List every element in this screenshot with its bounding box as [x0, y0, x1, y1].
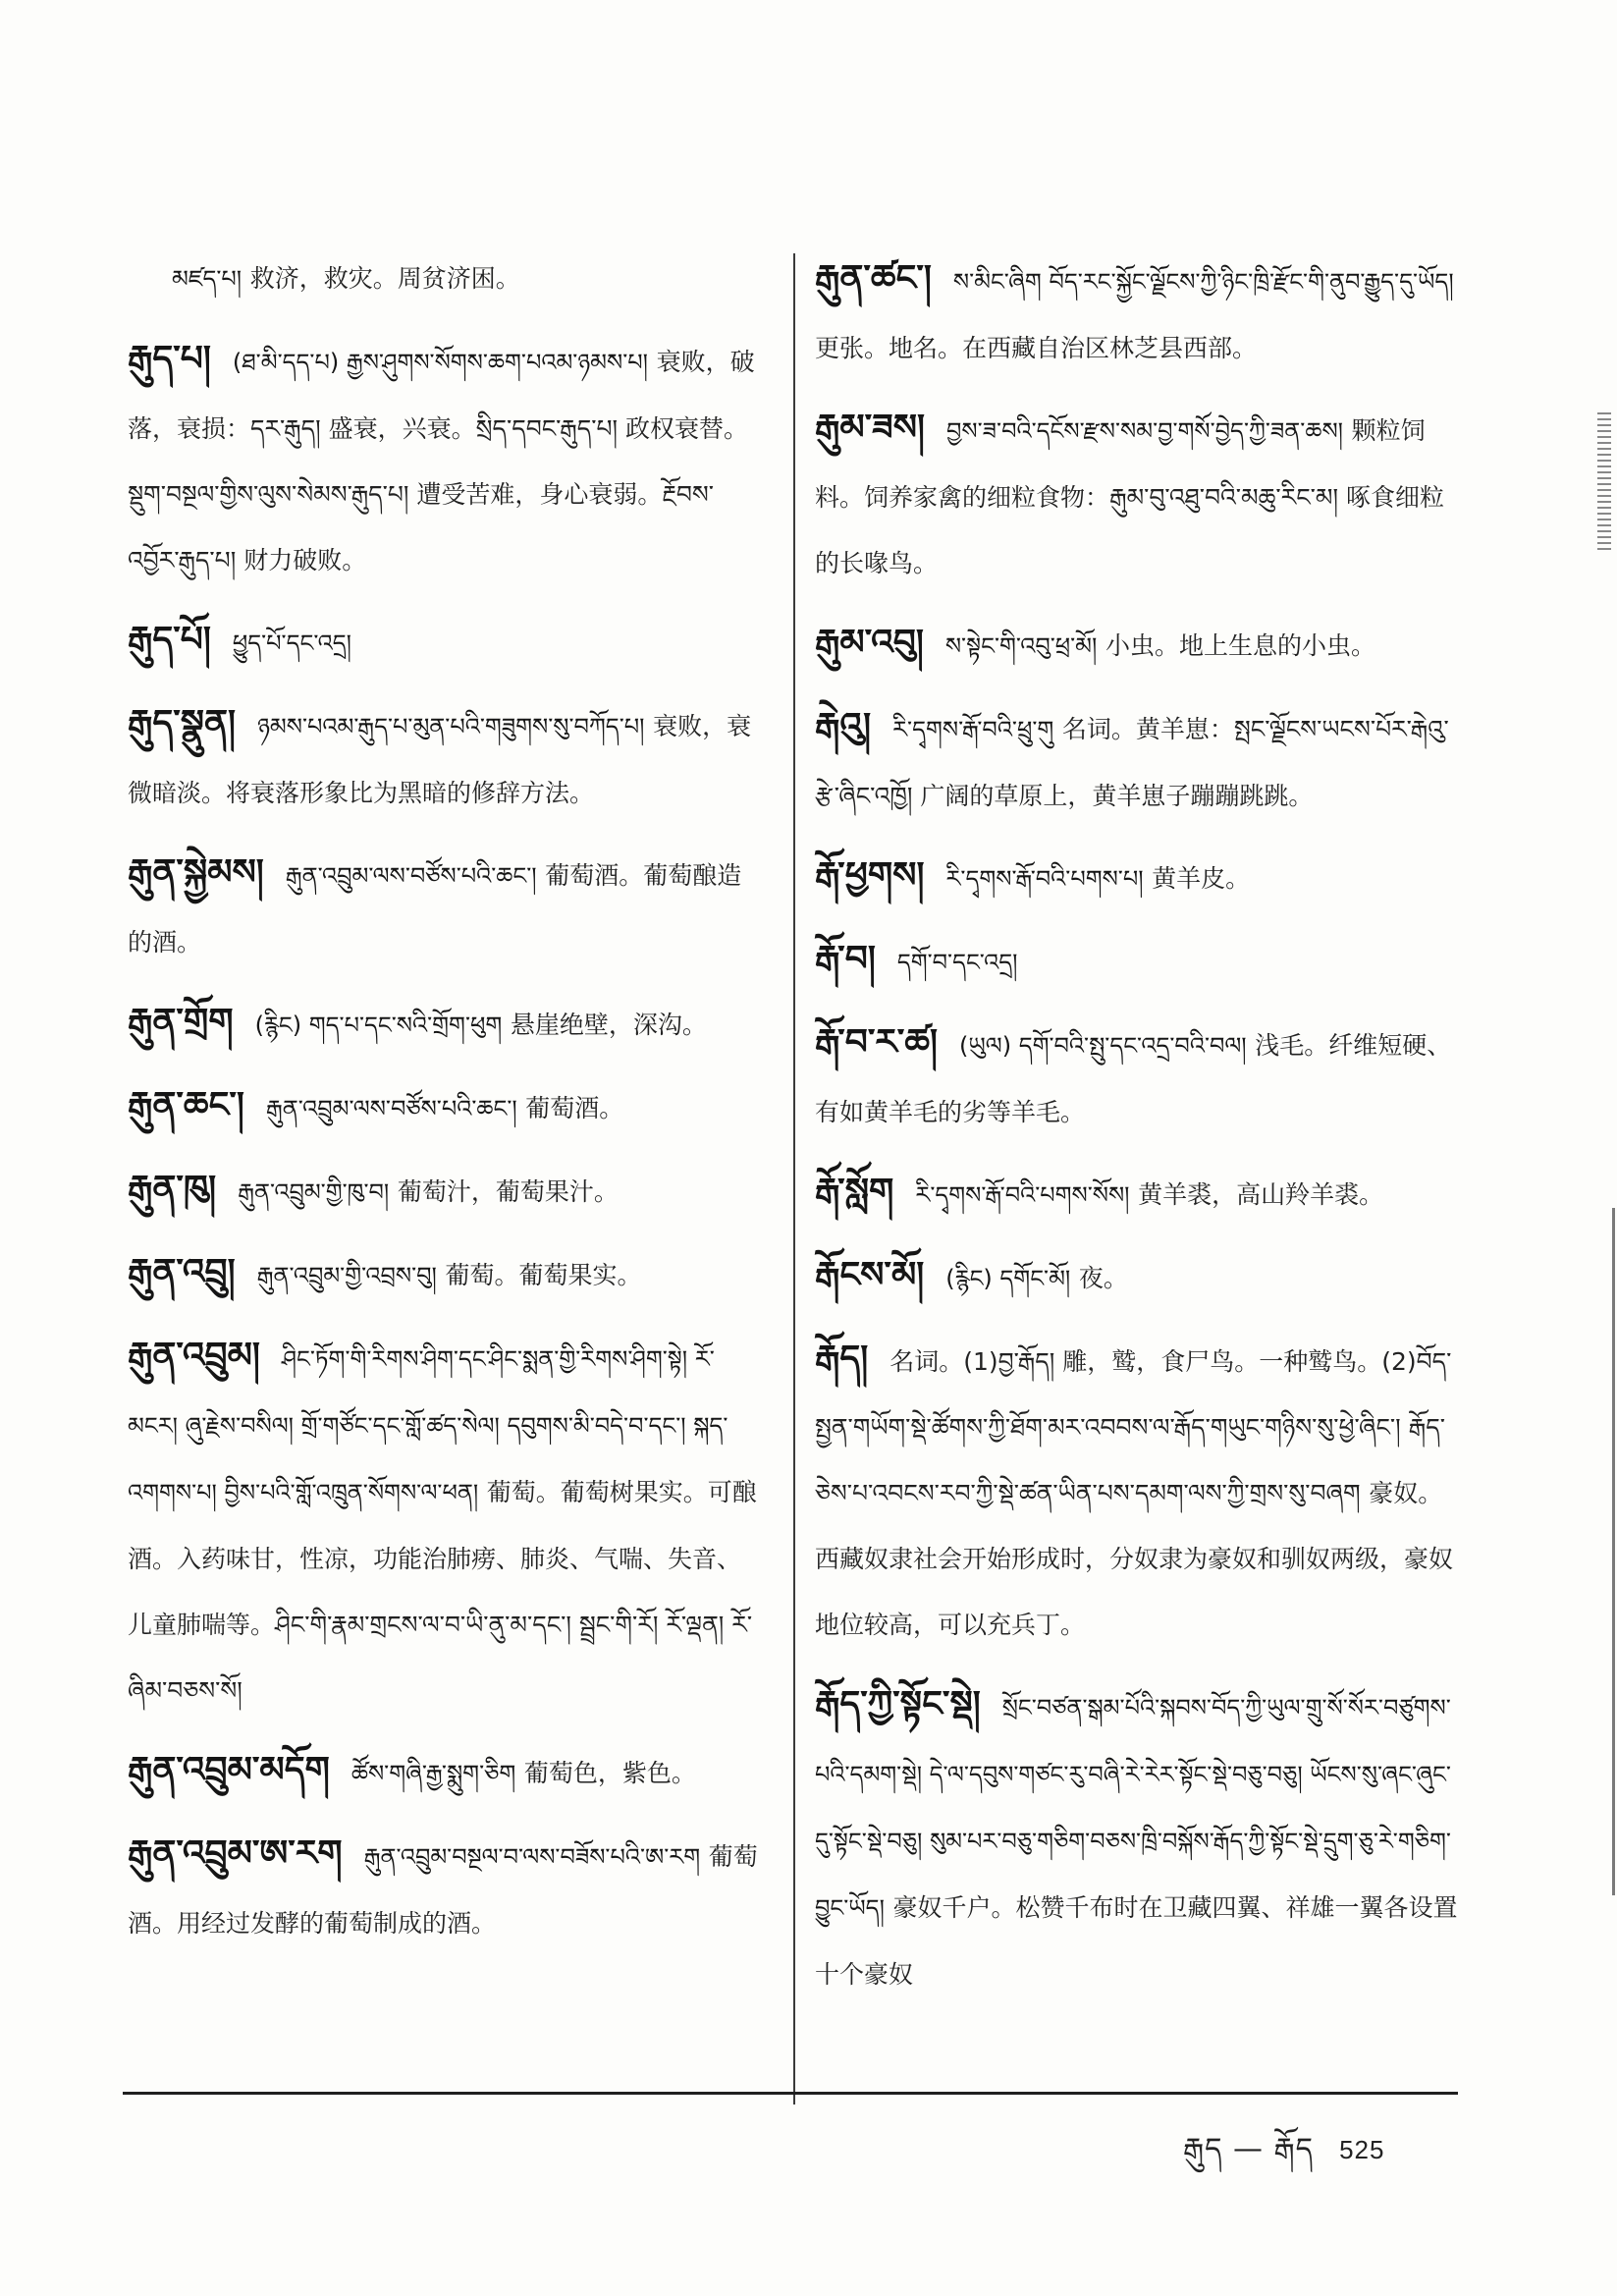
headword: རྒུན་འབྲུམ་ཨ་རག	[128, 1833, 343, 1874]
right-column	[815, 246, 1463, 2021]
headword: རྒུམ་ཟས།	[815, 408, 926, 448]
tibetan-definition: (ཡུལ) དགོ་བའི་སྤུ་དང་འདྲ་བའི་བལ།	[959, 1032, 1247, 1060]
headword: རྒོངས་མོ།	[815, 1255, 925, 1295]
chinese-definition: 豪奴千户。松赞千布时在卫藏四翼、祥雄一翼各设置十个豪奴	[815, 1893, 1458, 1989]
headword: རྒུན་འབྲུམ་མདོག	[128, 1750, 330, 1790]
chinese-definition: 夜。	[1078, 1264, 1128, 1292]
chinese-definition: 更张。地名。在西藏自治区林芝县西部。	[815, 334, 1258, 362]
tibetan-definition: (རྙིང) གད་པ་དང་སའི་གྲོག་ཕུག	[254, 1011, 503, 1039]
chinese-definition: 衰败，破落，衰损：དར་རྒུད། 盛衰，兴衰。སྲིད་དབང་རྒུད་པ། 政权衰替。སྡུག་བསྔལ་གྱིས་ལུས་སེམས་རྒུད་པ། 遭受苦难，身心衰弱。རྔོབས་འབྱོར་རྒུད་པ། 财力破败。	[128, 348, 755, 574]
chinese-definition: 黄羊皮。	[1152, 864, 1251, 893]
tibetan-definition: རྒུན་འབྲུམ་གྱི་ཁུ་བ།	[238, 1178, 390, 1206]
dictionary-entry	[815, 395, 1463, 596]
chinese-definition: 葡萄酒。	[525, 1094, 624, 1122]
tibetan-definition: ཚོས་གཞི་རྒྱ་སྨུག་ཅིག	[350, 1760, 516, 1787]
headword: རྒོ་ཕྱགས།	[815, 855, 925, 896]
tibetan-definition: རི་དྭགས་རྒོ་བའི་ཕྲུ་གུ	[892, 716, 1054, 743]
headword: རྒུན་ཁུ།	[128, 1169, 217, 1209]
dictionary-entry	[815, 843, 1463, 912]
tibetan-definition: རྒུན་འབྲུམ་བསྔལ་བ་ལས་བཟོས་པའི་ཨ་རག	[363, 1843, 701, 1871]
headword: རྒུན་སྐྱེམས།	[128, 852, 264, 893]
headword: རྒུད་སྣུན།	[128, 703, 237, 743]
headword: རྒུམ་འབུ།	[815, 623, 924, 663]
headword: རྒུད་པོ།	[128, 620, 211, 660]
chinese-definition: 小虫。地上生息的小虫。	[1105, 631, 1375, 660]
chinese-definition: 浅毛。纤维短硬、有如黄羊毛的劣等羊毛。	[815, 1031, 1452, 1126]
dictionary-entry	[128, 1072, 761, 1142]
dictionary-entry	[128, 690, 761, 826]
scan-edge-marks	[1597, 412, 1611, 550]
left-column	[128, 246, 761, 1970]
dictionary-entry	[815, 1326, 1463, 1658]
chinese-definition: 葡萄汁，葡萄果汁。	[397, 1177, 619, 1206]
dictionary-entry	[128, 989, 761, 1059]
dictionary-entry	[128, 1156, 761, 1226]
headword: རྒོ་བ་ར་ཚ།	[815, 1022, 938, 1063]
chinese-definition: 名词。黄羊崽：སྤང་ལྗོངས་ཡངས་པོར་རྒེའུ་རྩེ་ཞིང་འཁྱོ། 广阔的草原上，黄羊崽子蹦蹦跳跳。	[815, 715, 1449, 810]
tibetan-definition: རྒུན་འབྲུམ་གྱི་འབྲས་བུ།	[256, 1262, 437, 1289]
footer-rule	[123, 2092, 1458, 2095]
dictionary-entry	[815, 246, 1463, 381]
headword: རྒེའུ།	[815, 706, 872, 746]
tibetan-definition: ཤིང་ཏོག་གི་རིགས་ཤིག་དང་ཤིང་སྨན་གྱི་རིགས་ཤིག་སྟེ། རོ་མངར། ཞུ་རྗེས་བསིལ། གྲོ་གཙོང་དང་གློ་ཚད་སེལ། དབུགས་མི་བདེ་བ་དང་། སྐད་འགགས་པ། བྱིས་པའི་གློ་འཁྲུན་སོགས་ལ་ཕན།	[128, 1345, 728, 1506]
dictionary-entry	[128, 840, 761, 975]
headword: རྒུན་འབྲུ།	[128, 1252, 236, 1292]
footer-range: རྒུད — རྒོད	[1183, 2132, 1315, 2166]
headword: རྒོད།	[815, 1339, 869, 1379]
chinese-definition: 名词。(1)བྱ་རྒོད། 雕，鹫，食尸鸟。一种鹫鸟。(2)བོད་སྤྱན་གཡོག་སྡེ་ཚོགས་ཀྱི་ཐོག་མར་འབབས་ལ་རྒོད་གཡུང་གཉིས་སུ་ཕྱེ་ཞིང་། རྒོད་ཅེས་པ་འབངས་རབ་ཀྱི་སྡེ་ཚན་ཡིན་པས་དམག་ལས་ཀྱི་གྲས་སུ་བཞག	[815, 1347, 1452, 1507]
headword: རྒོ་བ།	[815, 939, 876, 979]
page-footer	[1183, 2116, 1384, 2199]
tibetan-definition: རི་དྭགས་རྒོ་བའི་པགས་སོས།	[915, 1181, 1130, 1209]
tibetan-definition: རྒུན་འབྲུམ་ལས་བཙོས་པའི་ཆང་།	[265, 1095, 517, 1122]
tibetan-definition: ཕྱུད་པོ་དང་འདྲ།	[232, 629, 351, 657]
chinese-definition: 葡萄酒。葡萄酿造的酒。	[128, 861, 742, 957]
headword: རྒུད་པ།	[128, 339, 211, 379]
tibetan-definition: སྲོང་བཙན་སྒམ་པོའི་སྐབས་བོད་ཀྱི་ཡུལ་གྲུ་སོ་སོར་བཙུགས་པའི་དམག་སྡེ། དེ་ལ་དབུས་གཙང་རུ་བཞི་རེ་རེར་སྟོང་སྡེ་བཅུ་བཅུ། ཡོངས་སུ་ཞང་ཞུང་དུ་སྟོང་སྡེ་བཅུ། སུམ་པར་བཅུ་གཅིག་བཅས་ཁྲི་བསྐོས་རྒོད་ཀྱི་སྟོང་སྡེ་དྲུག་ཅུ་རེ་གཅིག་བྱུང་ཡོད།	[815, 1694, 1451, 1922]
headword: རྒུན་འབྲུམ།	[128, 1336, 260, 1376]
tibetan-definition: (རྙིང) དགོང་མོ།	[945, 1265, 1071, 1292]
tibetan-definition: ས་མིང་ཞིག བོད་རང་སྐྱོང་ལྗོངས་ཀྱི་ཉིང་ཁྲི་རྫོང་གི་ནུབ་རྒྱུད་དུ་ཡོད།	[952, 268, 1454, 296]
dictionary-entry	[128, 326, 761, 593]
chinese-definition: 葡萄。葡萄树果实。可酿酒。入药味甘，性凉，功能治肺痨、肺炎、气喘、失音、儿童肺喘等。ཤིང་གི་རྣམ་གྲངས་ལ་བ་ཡི་ནུ་མ་དང་། སྦྲང་གི་རོ། རོ་ལྡན། རོ་ཞིམ་བཅས་སོ།	[128, 1478, 757, 1705]
chinese-definition: 颗粒饲料。饲养家禽的细粒食物：རྒུམ་བུ་འཐུ་བའི་མཆུ་རིང་མ། 啄食细粒的长喙鸟。	[815, 416, 1444, 577]
chinese-definition: 衰败，衰微暗淡。将衰落形象比为黑暗的修辞方法。	[128, 712, 752, 807]
dictionary-entry	[815, 610, 1463, 680]
dictionary-entry	[128, 1239, 761, 1309]
dictionary-entry	[128, 1737, 761, 1807]
dictionary-entry	[128, 607, 761, 677]
chinese-definition: 救济，救灾。周贫济困。	[249, 264, 520, 293]
chinese-definition: 悬崖绝壁，深沟。	[510, 1011, 707, 1039]
tibetan-definition: རྒུན་འབྲུམ་ལས་བཙོས་པའི་ཆང་།	[285, 862, 537, 890]
chinese-definition: 葡萄酒。用经过发酵的葡萄制成的酒。	[128, 1842, 758, 1938]
chinese-definition: 黄羊裘，高山羚羊裘。	[1138, 1180, 1384, 1209]
chinese-definition: 豪奴。西藏奴隶社会开始形成时，分奴隶为豪奴和驯奴两级，豪奴地位较高，可以充兵丁。	[815, 1479, 1454, 1639]
tibetan-definition: བྱས་ཟ་བའི་དངོས་རྫས་སམ་བྱ་གསོ་བྱེད་ཀྱི་ཟན་ཆས།	[946, 417, 1343, 445]
dictionary-entry	[815, 926, 1463, 996]
dictionary-entry	[128, 246, 761, 312]
tibetan-definition: ས་སྟེང་གི་འབུ་ཕྲ་མོ།	[944, 632, 1098, 660]
tibetan-definition: མཛད་པ།	[172, 265, 243, 293]
tibetan-definition: ཉམས་པའམ་རྒུད་པ་མུན་པའི་གཟུགས་སུ་བཀོད་པ།	[257, 713, 645, 740]
dictionary-entry	[128, 1323, 761, 1723]
page-number: 525	[1339, 2135, 1385, 2164]
headword: རྒུན་ཚང་།	[815, 258, 932, 299]
headword: རྒོ་སློག	[815, 1172, 894, 1212]
dictionary-entry	[815, 1010, 1463, 1145]
headword: རྒུན་ཆང་།	[128, 1085, 244, 1125]
dictionary-entry	[815, 1242, 1463, 1312]
headword: རྒོད་ཀྱི་སྟོང་སྡེ།	[815, 1684, 981, 1724]
dictionary-entry	[815, 693, 1463, 829]
dictionary-entry	[815, 1159, 1463, 1229]
tibetan-definition: དགོ་བ་དང་འདྲ།	[896, 949, 1018, 976]
dictionary-entry	[815, 1671, 1463, 2007]
tibetan-definition: རི་དྭགས་རྒོ་བའི་པགས་པ།	[945, 865, 1144, 893]
tibetan-definition: (ཐ་མི་དད་པ) རྒྱས་ཤུགས་སོགས་ཆག་པའམ་ཉམས་པ།	[232, 349, 648, 376]
scan-edge-line	[1612, 1208, 1615, 1895]
chinese-definition: 葡萄色，紫色。	[523, 1759, 696, 1787]
headword: རྒུན་གྲོག	[128, 1002, 234, 1042]
chinese-definition: 葡萄。葡萄果实。	[445, 1261, 642, 1289]
dictionary-entry	[128, 1821, 761, 1956]
column-divider	[793, 253, 795, 2105]
